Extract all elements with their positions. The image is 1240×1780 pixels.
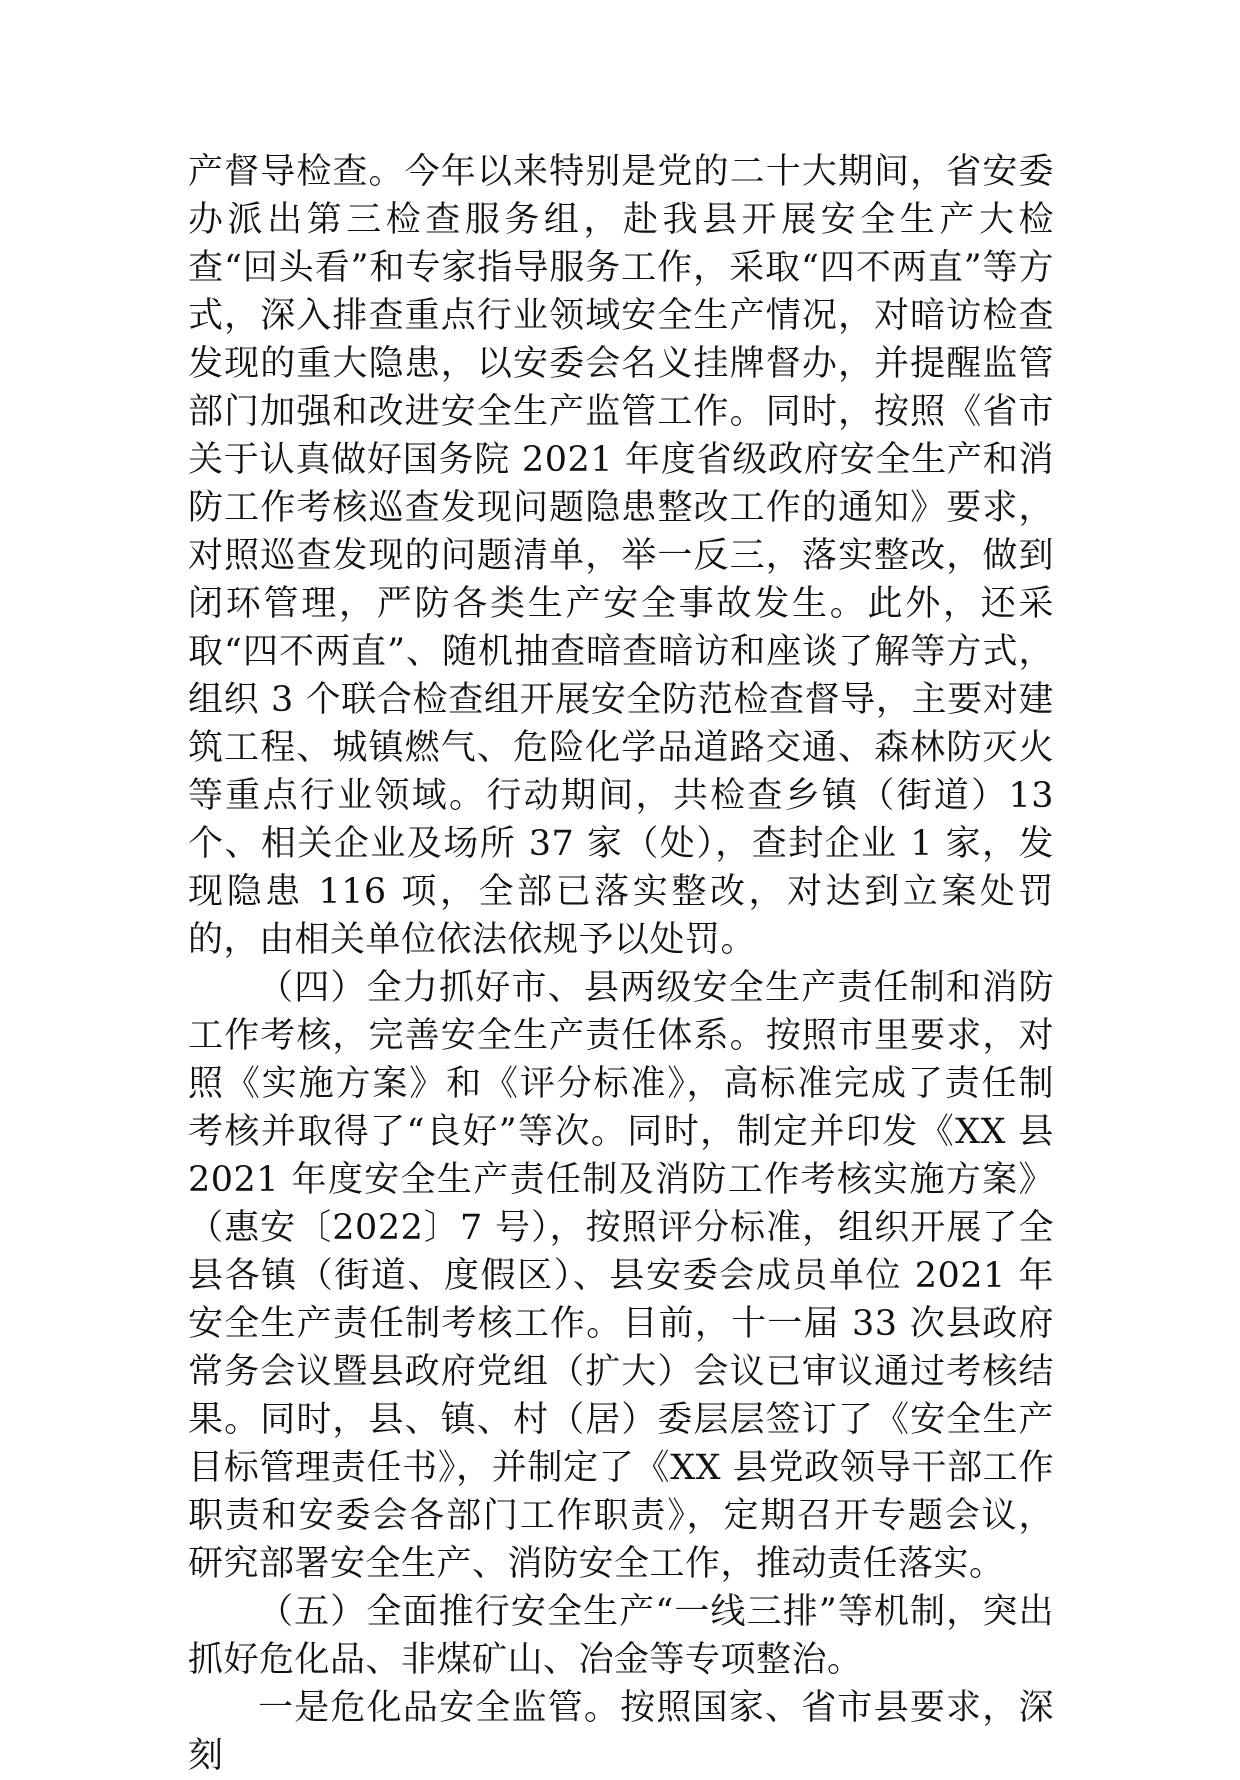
paragraph-section-five: （五）全面推行安全生产“一线三排”等机制，突出抓好危化品、非煤矿山、冶金等专项整治。 <box>188 1592 1054 1680</box>
document-body <box>188 148 1054 1780</box>
paragraph-supervision-inspection: 产督导检查。今年以来特别是党的二十大期间，省安委办派出第三检查服务组，赴我县开展安全生产大检查“回头看”和专家指导服务工作，采取“四不两直”等方式，深入排查重点行业领域安全生产情况，对暗访检查发现的重大隐患，以安委会名义挂牌督办，并提醒监管部门加强和改进安全生产监管工作。同时，按照《省市关于认真做好国务院 2021 年度省级政府安全生产和消防工作考核巡查发现问题隐患整改工作的通知》要求，对照巡查发现的问题清单，举一反三，落实整改，做到闭环管理，严防各类生产安全事故发生。此外，还采取“四不两直”、随机抽查暗查暗访和座谈了解等方式，组织 3 个联合检查组开展安全防范检查督导，主要对建筑工程、城镇燃气、危险化学品道路交通、森林防灭火等重点行业领域。行动期间，共检查乡镇（街道）13 个、相关企业及场所 37 家（处），查封企业 1 家，发现隐患 116 项，全部已落实整改，对达到立案处罚的，由相关单位依法依规予以处罚。 <box>188 152 1054 960</box>
paragraph-hazardous-chemicals: 一是危化品安全监管。按照国家、省市县要求，深刻 <box>188 1688 1054 1776</box>
paragraph-section-four: （四）全力抓好市、县两级安全生产责任制和消防工作考核，完善安全生产责任体系。按照市里要求，对照《实施方案》和《评分标准》，高标准完成了责任制考核并取得了“良好”等次。同时，制定并印发《XX 县 2021 年度安全生产责任制及消防工作考核实施方案》（惠安〔2022〕7 号），按照评分标准，组织开展了全县各镇（街道、度假区）、县安委会成员单位 2021 年安全生产责任制考核工作。目前，十一届 33 次县政府常务会议暨县政府党组（扩大）会议已审议通过考核结果。同时，县、镇、村（居）委层层签订了《安全生产目标管理责任书》，并制定了《XX 县党政领导干部工作职责和安委会各部门工作职责》，定期召开专题会议，研究部署安全生产、消防安全工作，推动责任落实。 <box>188 968 1054 1584</box>
